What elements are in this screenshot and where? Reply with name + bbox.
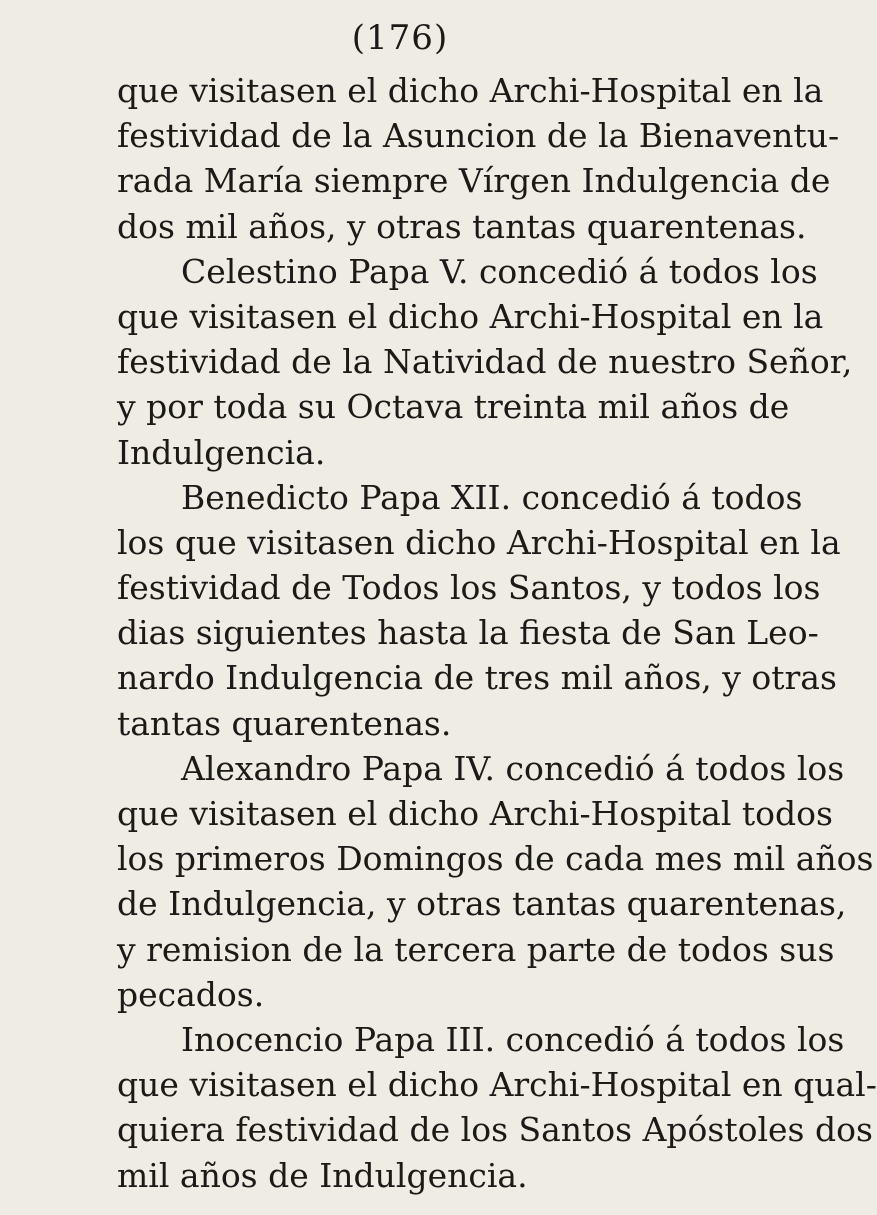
text-line: dias siguientes hasta la fiesta de San Leo- (117, 613, 819, 653)
text-line: Indulgencia. (117, 432, 326, 472)
text-line: festividad de Todos los Santos, y todos los (117, 568, 821, 608)
text-line: y remision de la tercera parte de todos sus (117, 929, 835, 969)
text-line: y por toda su Octava treinta mil años de (117, 387, 790, 427)
body-text (117, 68, 877, 1198)
text-line: nardo Indulgencia de tres mil años, y otras (117, 658, 837, 698)
text-line: que visitasen el dicho Archi-Hospital en qual- (117, 1065, 877, 1105)
text-line: mil años de Indulgencia. (117, 1155, 528, 1195)
text-line: los primeros Domingos de cada mes mil años (117, 839, 874, 879)
page-number: (176) (351, 18, 449, 58)
text-line: que visitasen el dicho Archi-Hospital en la (117, 296, 824, 336)
text-line: quiera festividad de los Santos Apóstoles dos (117, 1110, 873, 1150)
text-line: de Indulgencia, y otras tantas quarentenas, (117, 884, 847, 924)
text-line: dos mil años, y otras tantas quarentenas. (117, 206, 807, 246)
text-line: rada María siempre Vírgen Indulgencia de (117, 161, 831, 201)
text-line: festividad de la Natividad de nuestro Señor, (117, 342, 853, 382)
text-line: que visitasen el dicho Archi-Hospital todos (117, 794, 833, 833)
text-line: Celestino Papa V. concedió á todos los (181, 251, 818, 291)
text-line: Alexandro Papa IV. concedió á todos los (181, 748, 845, 788)
text-line: festividad de la Asuncion de la Bienaventu- (117, 116, 840, 156)
text-line: Inocencio Papa III. concedió á todos los (181, 1019, 845, 1059)
text-line: pecados. (117, 974, 265, 1014)
text-line: tantas quarentenas. (117, 703, 452, 743)
text-line: los que visitasen dicho Archi-Hospital en la (117, 522, 841, 562)
text-line: que visitasen el dicho Archi-Hospital en la (117, 71, 824, 110)
text-line: Benedicto Papa XII. concedió á todos (181, 477, 803, 517)
